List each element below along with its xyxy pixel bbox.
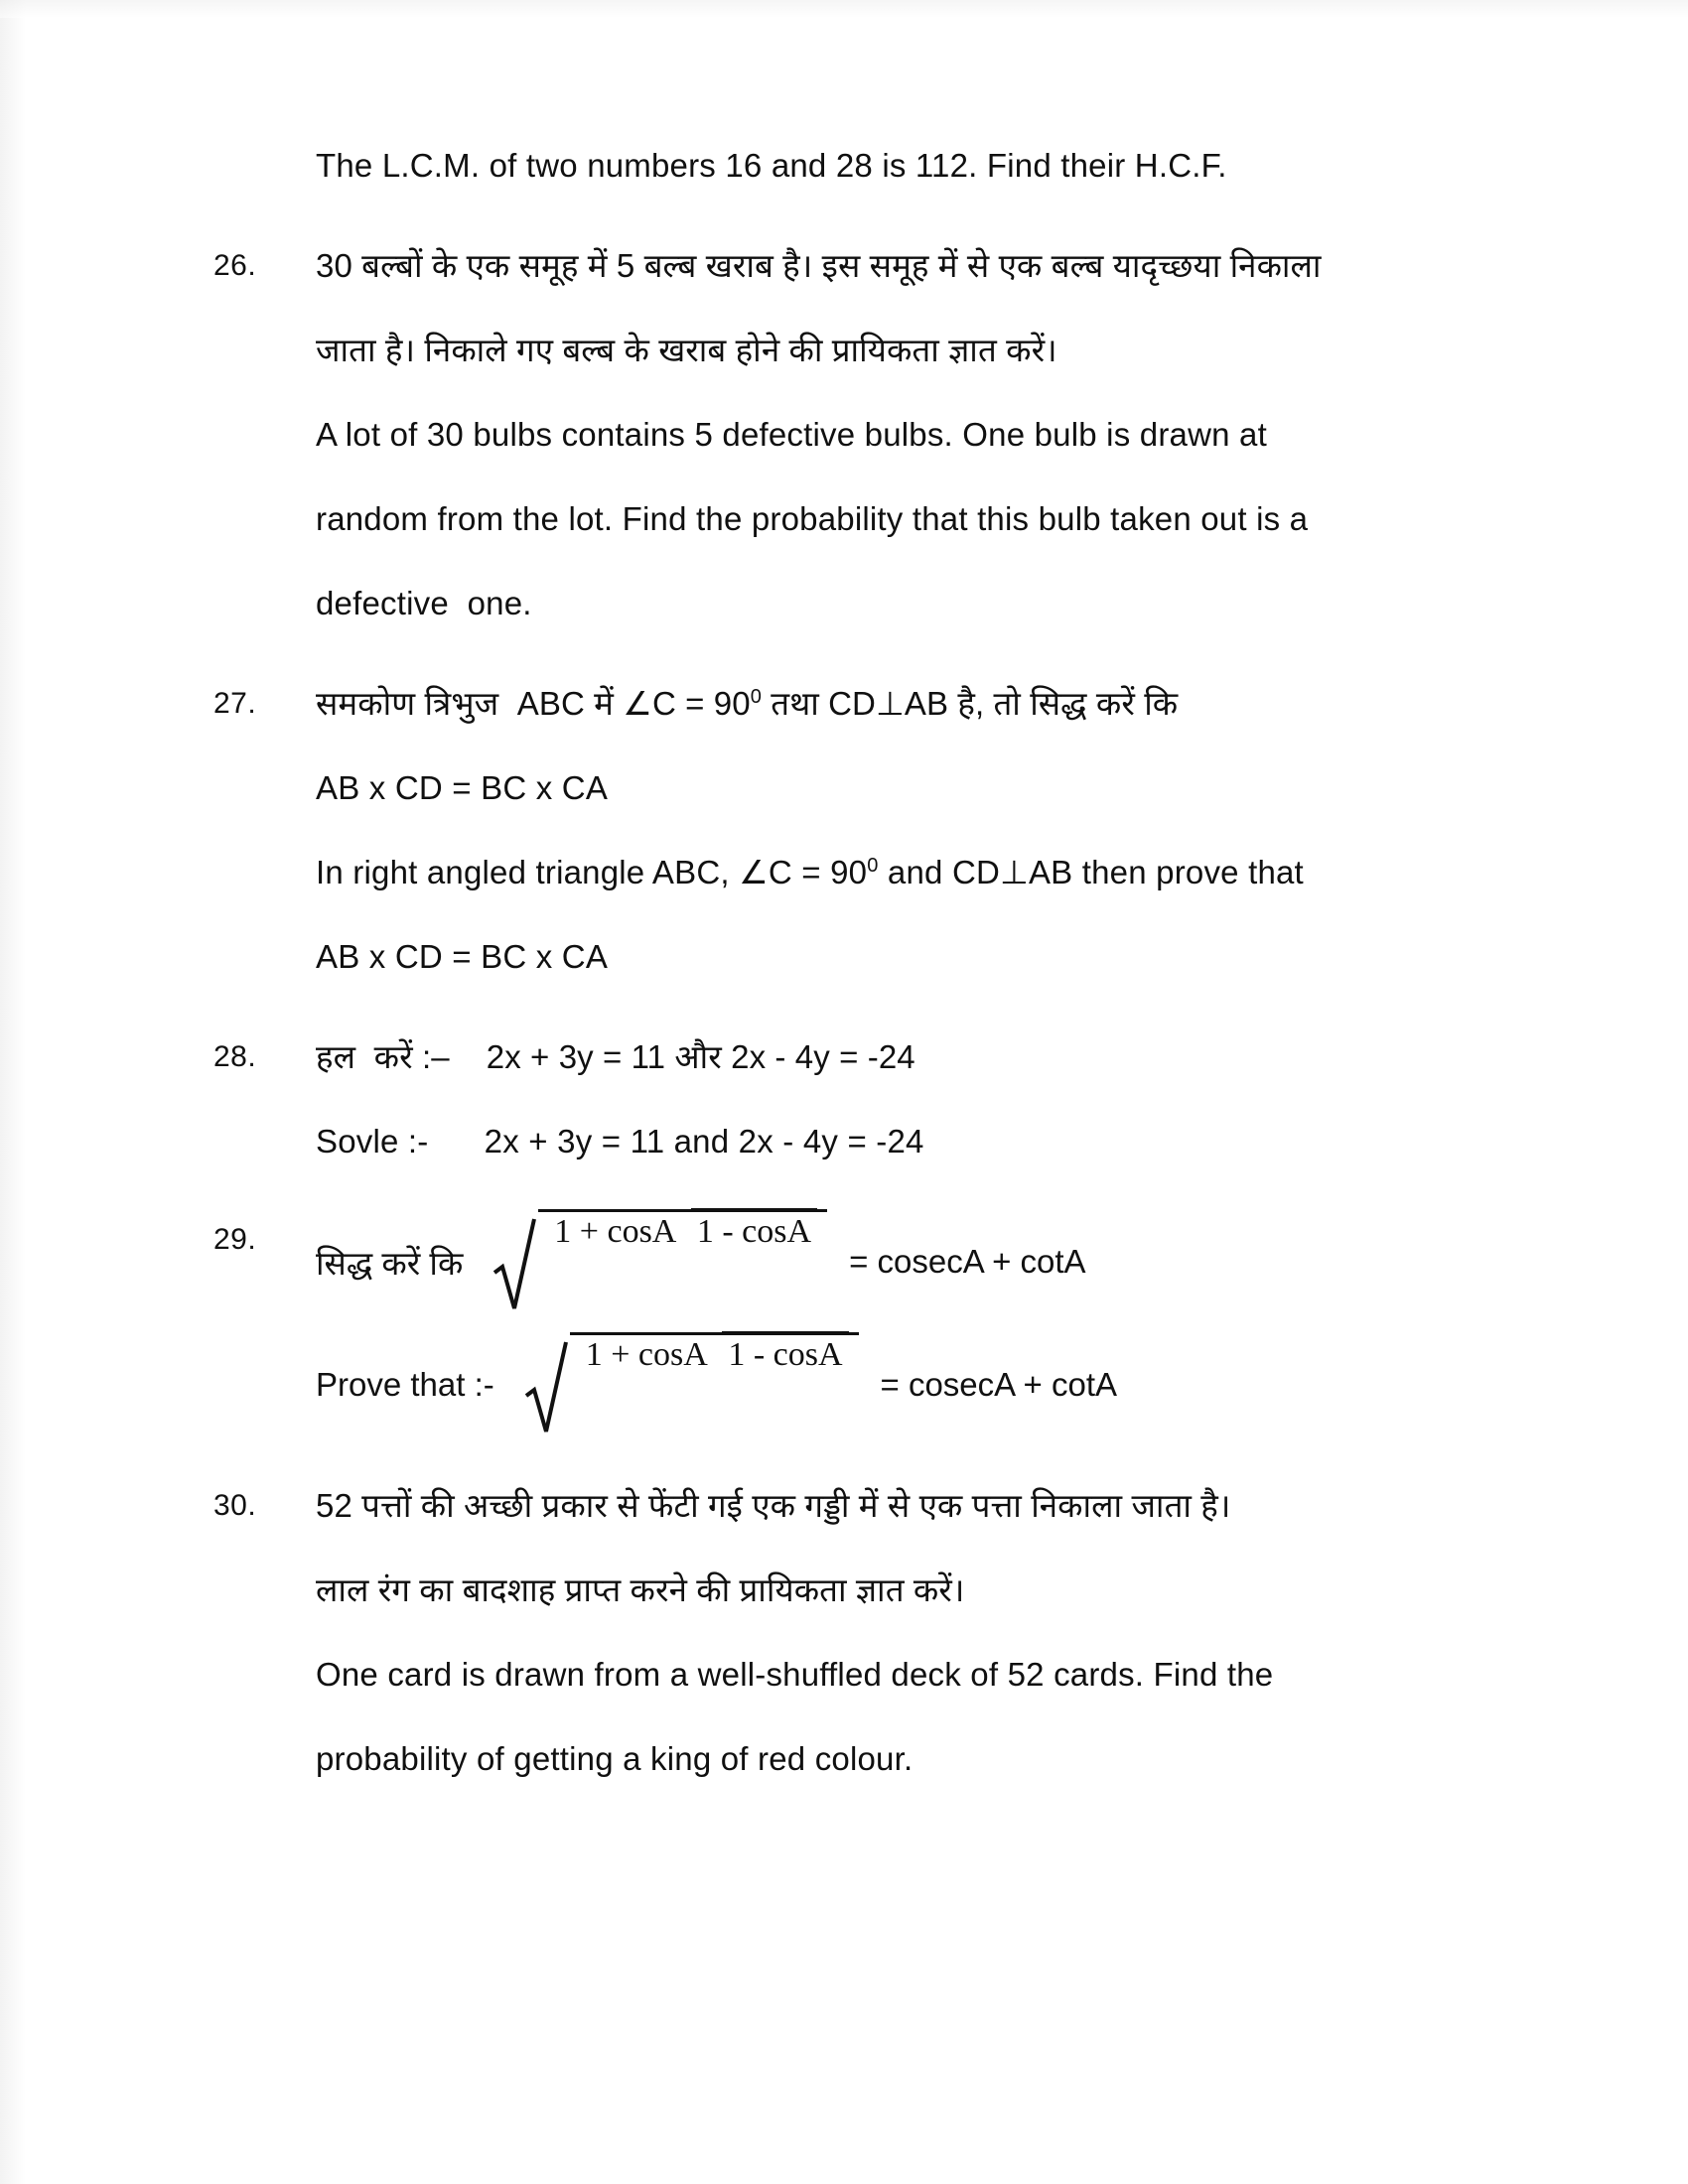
- question-28-number: 28.: [213, 1040, 257, 1073]
- question-27-line-1-post: तथा CD⊥AB है, तो सिद्ध करें कि: [761, 685, 1179, 722]
- fraction-en: [570, 1332, 859, 1437]
- question-29-label-hi: सिद्ध करें कि: [316, 1244, 464, 1282]
- intro-line-text: The L.C.M. of two numbers 16 and 28 is 112. Find their H.C.F.: [316, 147, 1227, 184]
- fraction-hi: [538, 1209, 827, 1314]
- spacer-30a: [316, 1522, 1509, 1573]
- question-29-rhs-hi: = cosecA + cotA: [849, 1243, 1086, 1280]
- spacer-26a: [316, 282, 1509, 334]
- question-27-number: 27.: [213, 687, 257, 720]
- fraction-denominator-hi: 1 - cosA: [691, 1208, 817, 1252]
- fraction-numerator-hi: 1 + cosA: [554, 1213, 677, 1250]
- question-28-line-2: Sovle :- 2x + 3y = 11 and 2x - 4y = -24: [316, 1123, 924, 1160]
- question-26-line-3: A lot of 30 bulbs contains 5 defective bulbs. One bulb is drawn at: [316, 416, 1267, 453]
- question-29: [0, 1209, 1688, 1437]
- spacer-27b: [316, 804, 1509, 856]
- degree-superscript-en: 0: [867, 855, 879, 877]
- question-27-line-2: AB x CD = BC x CA: [316, 769, 609, 806]
- question-30-body: [316, 1489, 1509, 1775]
- question-28: [0, 1040, 1688, 1158]
- question-27: [0, 687, 1688, 973]
- question-27-line-3-post: and CD⊥AB then prove that: [878, 854, 1304, 890]
- question-30-line-4: probability of getting a king of red colour.: [316, 1740, 914, 1777]
- question-30-line-3: One card is drawn from a well-shuffled deck of 52 cards. Find the: [316, 1656, 1274, 1693]
- spacer-top: [0, 0, 1688, 149]
- question-27-line-3-pre: In right angled triangle ABC, ∠C = 90: [316, 854, 868, 890]
- intro-continuation-body: [316, 149, 1509, 182]
- spacer-29a: [316, 1314, 1509, 1332]
- spacer-27c: [316, 888, 1509, 940]
- question-26-line-4: random from the lot. Find the probability that this bulb taken out is a: [316, 500, 1309, 537]
- question-26: [0, 249, 1688, 619]
- question-26-number: 26.: [213, 249, 257, 282]
- fraction-numerator-en: 1 + cosA: [585, 1336, 708, 1373]
- question-30-line-2: लाल रंग का बादशाह प्राप्त करने की प्रायिकता ज्ञात करें।: [316, 1571, 965, 1608]
- question-28-body: [316, 1040, 1509, 1158]
- question-27-line-4: AB x CD = BC x CA: [316, 938, 609, 975]
- question-27-line-3: [316, 856, 1509, 888]
- fraction-denominator-en: 1 - cosA: [722, 1331, 848, 1375]
- spacer-27a: [316, 720, 1509, 771]
- spacer-5: [0, 1437, 1688, 1489]
- question-30-line-1: 52 पत्तों की अच्छी प्रकार से फेंटी गई एक गड्डी में से एक पत्ता निकाला जाता है।: [316, 1487, 1231, 1524]
- spacer-4: [0, 1158, 1688, 1209]
- question-26-line-2: जाता है। निकाले गए बल्ब के खराब होने की प्रायिकता ज्ञात करें।: [316, 332, 1057, 368]
- spacer-1: [0, 182, 1688, 249]
- question-29-label-en: Prove that :-: [316, 1366, 494, 1403]
- question-28-line-1: हल करें :– 2x + 3y = 11 और 2x - 4y = -24: [316, 1038, 915, 1075]
- question-29-body: [316, 1209, 1509, 1437]
- radical-surd-en: [524, 1332, 570, 1437]
- spacer-26c: [316, 451, 1509, 502]
- question-29-math-row-en: [316, 1332, 1509, 1437]
- square-root-icon-hi: [492, 1209, 827, 1314]
- intro-continuation-row: [0, 149, 1688, 182]
- question-26-line-5: defective one.: [316, 585, 532, 621]
- spacer-30c: [316, 1691, 1509, 1742]
- spacer-30b: [316, 1606, 1509, 1658]
- question-27-line-1: [316, 687, 1509, 720]
- degree-superscript-hi: 0: [750, 686, 762, 708]
- radical-surd-hi: [492, 1209, 538, 1314]
- spacer-26d: [316, 535, 1509, 587]
- question-29-math-row-hi: [316, 1209, 1509, 1314]
- question-30-number: 30.: [213, 1489, 257, 1522]
- question-26-body: [316, 249, 1509, 619]
- spacer-2: [0, 619, 1688, 687]
- question-29-number: 29.: [213, 1223, 257, 1256]
- question-26-line-1: 30 बल्बों के एक समूह में 5 बल्ब खराब है। इस समूह में से एक बल्ब यादृच्छया निकाला: [316, 247, 1322, 284]
- square-root-icon-en: [524, 1332, 859, 1437]
- question-29-rhs-en: = cosecA + cotA: [880, 1366, 1117, 1403]
- spacer-3: [0, 973, 1688, 1040]
- question-27-line-1-pre: समकोण त्रिभुज ABC में ∠C = 90: [316, 685, 751, 722]
- question-30: [0, 1489, 1688, 1775]
- spacer-28a: [316, 1073, 1509, 1125]
- spacer-26b: [316, 366, 1509, 418]
- question-27-body: [316, 687, 1509, 973]
